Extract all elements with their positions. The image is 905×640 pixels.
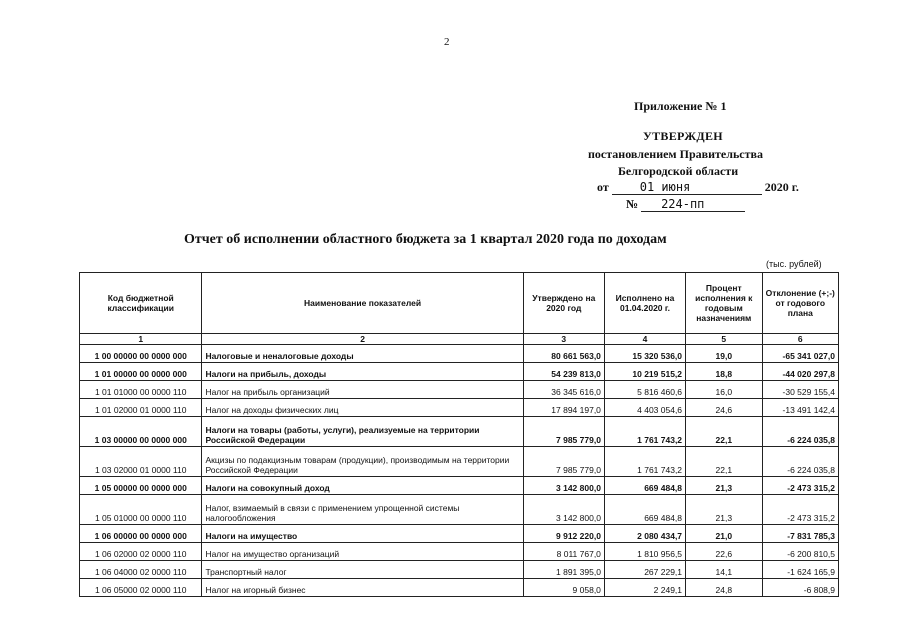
- cell-percent: 19,0: [686, 345, 763, 363]
- cell-approved: 3 142 800,0: [523, 477, 604, 495]
- table-row: [80, 363, 839, 381]
- cell-approved: 9 912 220,0: [523, 525, 604, 543]
- cell-name: Налоги на товары (работы, услуги), реализуемые на территории Российской Федерации: [202, 417, 523, 447]
- table-row: [80, 477, 839, 495]
- colnum-5: 5: [686, 334, 763, 345]
- cell-percent: 14,1: [686, 561, 763, 579]
- colnum-2: 2: [202, 334, 523, 345]
- colnum-4: 4: [604, 334, 685, 345]
- cell-executed: 15 320 536,0: [604, 345, 685, 363]
- table-row: [80, 447, 839, 477]
- number-prefix: №: [626, 197, 639, 211]
- table-row: [80, 345, 839, 363]
- cell-code: 1 03 00000 00 0000 000: [80, 417, 202, 447]
- table-row: [80, 399, 839, 417]
- cell-percent: 21,3: [686, 477, 763, 495]
- number-line: [626, 197, 745, 212]
- cell-code: 1 01 02000 01 0000 110: [80, 399, 202, 417]
- cell-percent: 21,0: [686, 525, 763, 543]
- cell-deviation: -6 808,9: [762, 579, 838, 597]
- date-year: 2020 г.: [764, 180, 799, 194]
- approved-label: УТВЕРЖДЕН: [643, 129, 723, 143]
- cell-approved: 1 891 395,0: [523, 561, 604, 579]
- cell-approved: 17 894 197,0: [523, 399, 604, 417]
- cell-name: Налоги на имущество: [202, 525, 523, 543]
- cell-name: Акцизы по подакцизным товарам (продукции), производимым на территории Российской Федерации: [202, 447, 523, 477]
- cell-deviation: -13 491 142,4: [762, 399, 838, 417]
- cell-deviation: -44 020 297,8: [762, 363, 838, 381]
- cell-name: Налоги на прибыль, доходы: [202, 363, 523, 381]
- header-approved: Утверждено на 2020 год: [523, 273, 604, 334]
- cell-percent: 22,1: [686, 447, 763, 477]
- colnum-3: 3: [523, 334, 604, 345]
- cell-executed: 2 080 434,7: [604, 525, 685, 543]
- cell-code: 1 01 01000 00 0000 110: [80, 381, 202, 399]
- cell-name: Налог на прибыль организаций: [202, 381, 523, 399]
- cell-percent: 16,0: [686, 381, 763, 399]
- cell-name: Налоги на совокупный доход: [202, 477, 523, 495]
- cell-deviation: -2 473 315,2: [762, 477, 838, 495]
- revenue-table: [79, 272, 839, 597]
- cell-executed: 10 219 515,2: [604, 363, 685, 381]
- cell-code: 1 01 00000 00 0000 000: [80, 363, 202, 381]
- header-executed: Исполнено на 01.04.2020 г.: [604, 273, 685, 334]
- cell-deviation: -6 200 810,5: [762, 543, 838, 561]
- cell-percent: 21,3: [686, 495, 763, 525]
- cell-deviation: -6 224 035,8: [762, 447, 838, 477]
- cell-executed: 669 484,8: [604, 477, 685, 495]
- cell-executed: 1 810 956,5: [604, 543, 685, 561]
- cell-percent: 24,8: [686, 579, 763, 597]
- cell-deviation: -30 529 155,4: [762, 381, 838, 399]
- table-row: [80, 579, 839, 597]
- cell-approved: 80 661 563,0: [523, 345, 604, 363]
- column-number-row: [80, 334, 839, 345]
- date-line: [597, 180, 817, 195]
- cell-name: Налог, взимаемый в связи с применением упрощенной системы налогообложения: [202, 495, 523, 525]
- cell-name: Налог на имущество организаций: [202, 543, 523, 561]
- cell-percent: 24,6: [686, 399, 763, 417]
- cell-deviation: -7 831 785,3: [762, 525, 838, 543]
- report-title: Отчет об исполнении областного бюджета за 1 квартал 2020 года по доходам: [184, 232, 667, 247]
- table-header-row: [80, 273, 839, 334]
- cell-deviation: -1 624 165,9: [762, 561, 838, 579]
- cell-executed: 669 484,8: [604, 495, 685, 525]
- cell-percent: 22,6: [686, 543, 763, 561]
- cell-executed: 2 249,1: [604, 579, 685, 597]
- cell-name: Налог на доходы физических лиц: [202, 399, 523, 417]
- table-row: [80, 561, 839, 579]
- page-number: 2: [444, 36, 450, 48]
- cell-approved: 8 011 767,0: [523, 543, 604, 561]
- cell-code: 1 06 00000 00 0000 000: [80, 525, 202, 543]
- cell-code: 1 00 00000 00 0000 000: [80, 345, 202, 363]
- cell-approved: 3 142 800,0: [523, 495, 604, 525]
- cell-code: 1 05 01000 00 0000 110: [80, 495, 202, 525]
- cell-executed: 1 761 743,2: [604, 447, 685, 477]
- header-name: Наименование показателей: [202, 273, 523, 334]
- date-prefix: от: [597, 180, 609, 194]
- cell-percent: 22,1: [686, 417, 763, 447]
- cell-executed: 4 403 054,6: [604, 399, 685, 417]
- colnum-1: 1: [80, 334, 202, 345]
- cell-deviation: -6 224 035,8: [762, 417, 838, 447]
- cell-percent: 18,8: [686, 363, 763, 381]
- cell-name: Налоговые и неналоговые доходы: [202, 345, 523, 363]
- cell-code: 1 03 02000 01 0000 110: [80, 447, 202, 477]
- header-code: Код бюджетной классификации: [80, 273, 202, 334]
- table-row: [80, 417, 839, 447]
- number-handwritten: 224-пп: [641, 197, 745, 212]
- cell-approved: 7 985 779,0: [523, 417, 604, 447]
- cell-deviation: -2 473 315,2: [762, 495, 838, 525]
- cell-code: 1 06 02000 02 0000 110: [80, 543, 202, 561]
- cell-approved: 9 058,0: [523, 579, 604, 597]
- region-line: Белгородской области: [618, 164, 739, 178]
- table-row: [80, 381, 839, 399]
- units-label: (тыс. рублей): [766, 259, 822, 269]
- cell-deviation: -65 341 027,0: [762, 345, 838, 363]
- appendix-title: Приложение № 1: [634, 99, 727, 113]
- cell-name: Транспортный налог: [202, 561, 523, 579]
- cell-executed: 5 816 460,6: [604, 381, 685, 399]
- cell-approved: 54 239 813,0: [523, 363, 604, 381]
- table-row: [80, 495, 839, 525]
- cell-executed: 267 229,1: [604, 561, 685, 579]
- table-row: [80, 543, 839, 561]
- cell-code: 1 06 04000 02 0000 110: [80, 561, 202, 579]
- table-row: [80, 525, 839, 543]
- cell-code: 1 05 00000 00 0000 000: [80, 477, 202, 495]
- date-handwritten: 01 июня: [612, 180, 762, 195]
- header-deviation: Отклонение (+;-) от годового плана: [762, 273, 838, 334]
- table-body: [80, 345, 839, 597]
- cell-approved: 7 985 779,0: [523, 447, 604, 477]
- cell-code: 1 06 05000 02 0000 110: [80, 579, 202, 597]
- header-percent: Процент исполнения к годовым назначениям: [686, 273, 763, 334]
- colnum-6: 6: [762, 334, 838, 345]
- cell-approved: 36 345 616,0: [523, 381, 604, 399]
- decree-line: постановлением Правительства: [588, 147, 764, 161]
- cell-executed: 1 761 743,2: [604, 417, 685, 447]
- cell-name: Налог на игорный бизнес: [202, 579, 523, 597]
